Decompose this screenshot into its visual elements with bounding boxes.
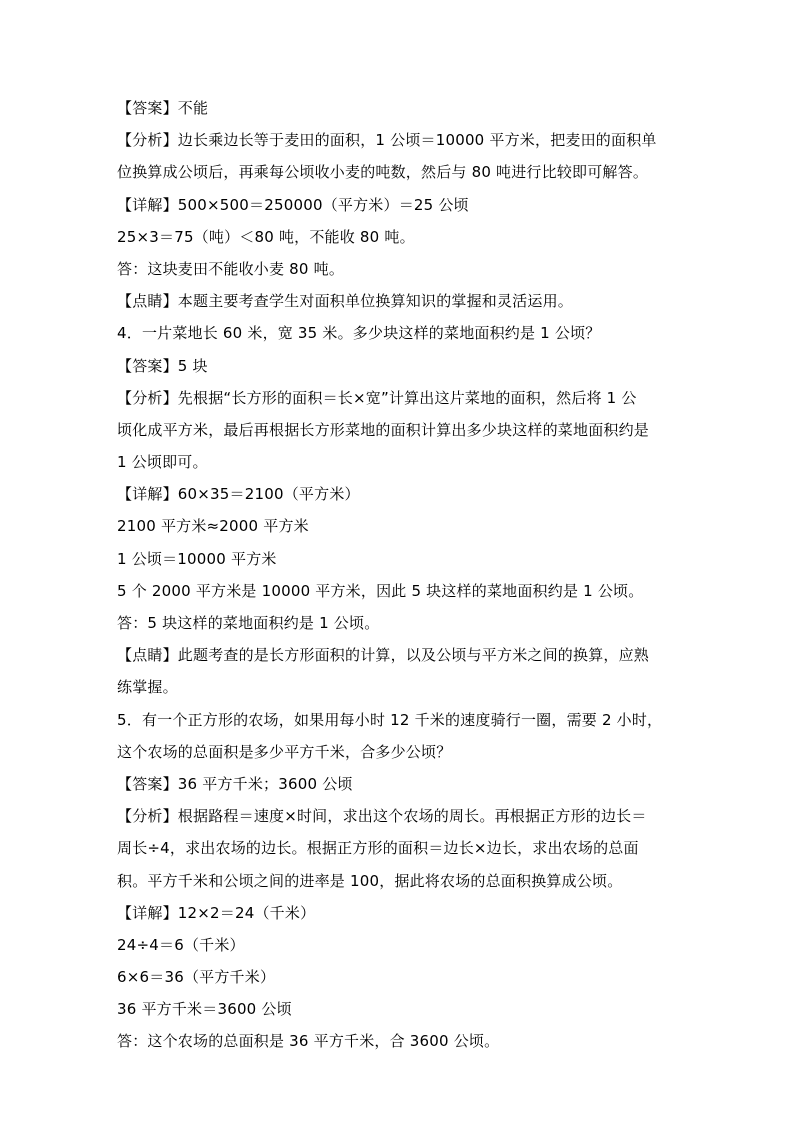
analysis-line-continued: 周长÷4，求出农场的边长。根据正方形的面积＝边长×边长，求出农场的总面 — [117, 839, 639, 858]
answer-statement-line: 答：这块麦田不能收小麦 80 吨。 — [117, 259, 345, 278]
solution-line: 25×3＝75（吨）＜80 吨，不能收 80 吨。 — [117, 227, 415, 246]
comment-line: 【点睛】此题考查的是长方形面积的计算，以及公顷与平方米之间的换算，应熟 — [117, 646, 650, 665]
solution-line: 6×6＝36（平方千米） — [117, 968, 276, 987]
solution-line: 【详解】500×500＝250000（平方米）＝25 公顷 — [117, 195, 469, 214]
analysis-line: 【分析】根据路程＝速度×时间，求出这个农场的周长。再根据正方形的边长＝ — [117, 807, 647, 826]
solution-line: 24÷4＝6（千米） — [117, 935, 245, 954]
analysis-line: 【分析】先根据“长方形的面积＝长×宽”计算出这片菜地的面积，然后将 1 公 — [117, 388, 637, 407]
comment-line: 【点睛】本题主要考查学生对面积单位换算知识的掌握和灵活运用。 — [117, 292, 574, 311]
answer-line: 【答案】36 平方千米；3600 公顷 — [117, 774, 353, 793]
solution-line: 36 平方千米＝3600 公顷 — [117, 1000, 292, 1019]
answer-statement-line: 答：5 块这样的菜地面积约是 1 公顷。 — [117, 614, 380, 632]
answer-statement-line: 答：这个农场的总面积是 36 平方千米，合 3600 公顷。 — [117, 1032, 500, 1051]
answer-line: 【答案】5 块 — [117, 356, 208, 375]
solution-line: 【详解】12×2＝24（千米） — [117, 903, 316, 922]
analysis-line: 【分析】边长乘边长等于麦田的面积，1 公顷＝10000 平方米，把麦田的面积单 — [117, 131, 657, 150]
question-5-line: 5．有一个正方形的农场，如果用每小时 12 千米的速度骑行一圈，需要 2 小时， — [117, 710, 663, 729]
answer-line: 【答案】不能 — [117, 99, 209, 117]
comment-line-continued: 练掌握。 — [117, 678, 178, 697]
solution-line: 1 公顷＝10000 平方米 — [117, 549, 277, 568]
solution-line: 2100 平方米≈2000 平方米 — [117, 517, 309, 536]
analysis-line-continued: 顷化成平方米，最后再根据长方形菜地的面积计算出多少块这样的菜地面积约是 — [117, 420, 650, 439]
analysis-line-continued: 积。平方千米和公顷之间的进率是 100，据此将农场的总面积换算成公顷。 — [117, 871, 623, 890]
question-5-line-continued: 这个农场的总面积是多少平方千米，合多少公顷？ — [117, 742, 452, 761]
analysis-line-continued: 位换算成公顷后，再乘每公顷收小麦的吨数，然后与 80 吨进行比较即可解答。 — [117, 163, 649, 182]
solution-line: 5 个 2000 平方米是 10000 平方米，因此 5 块这样的菜地面积约是 1 公顷。 — [117, 581, 644, 600]
question-4-line: 4．一片菜地长 60 米，宽 35 米。多少块这样的菜地面积约是 1 公顷？ — [117, 324, 601, 343]
page-content — [117, 92, 687, 1058]
analysis-line-continued: 1 公顷即可。 — [117, 453, 208, 472]
solution-line: 【详解】60×35＝2100（平方米） — [117, 485, 360, 504]
